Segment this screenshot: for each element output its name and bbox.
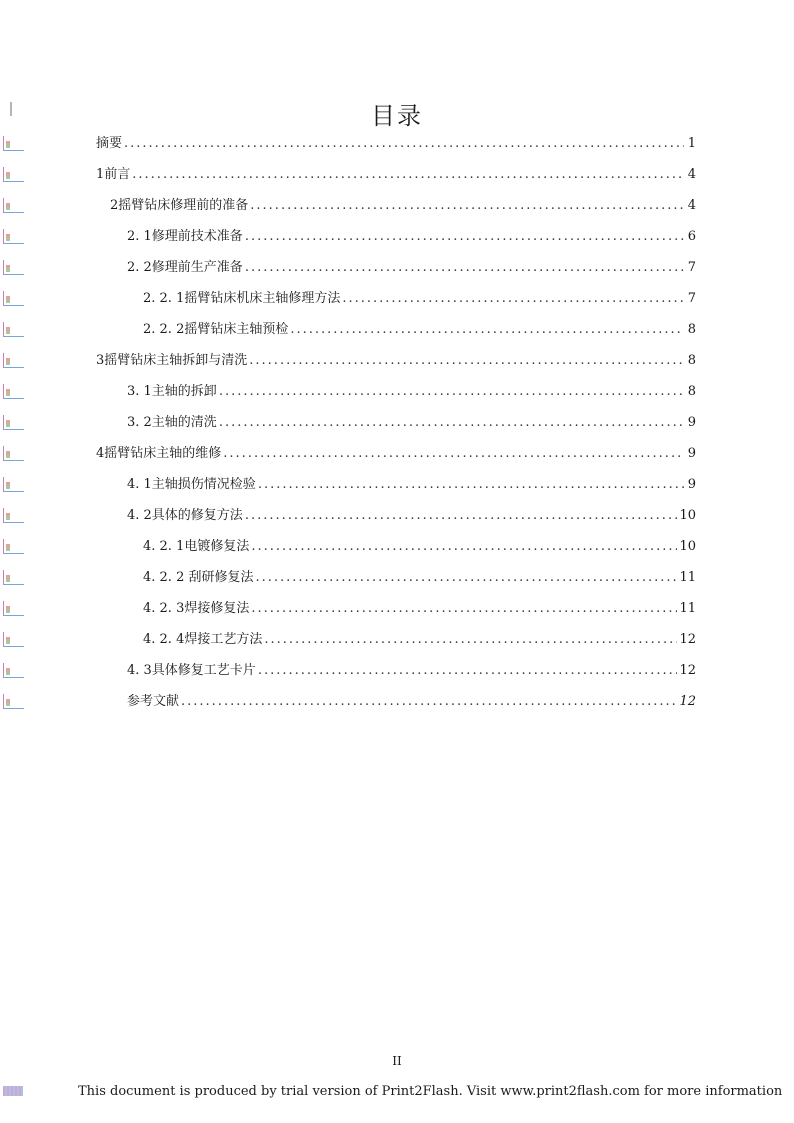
toc-entry-page: 7 — [687, 260, 696, 275]
toc-leader-dots — [258, 477, 684, 493]
toc-entry[interactable] — [127, 256, 696, 276]
toc-entry-label: 4. 2. 4焊接工艺方法 — [143, 632, 263, 647]
toc-entry[interactable] — [127, 659, 696, 679]
bookmark-icon — [3, 663, 24, 678]
toc-entry[interactable] — [127, 690, 696, 710]
toc-leader-dots — [124, 136, 684, 152]
toc-entry-page: 8 — [687, 353, 696, 368]
toc-entry-page: 12 — [679, 694, 696, 709]
bookmark-icon — [3, 353, 24, 368]
toc-leader-dots — [264, 632, 677, 648]
toc-leader-dots — [290, 322, 684, 338]
toc-entry-page: 4 — [687, 167, 696, 182]
bookmark-icon — [3, 694, 24, 709]
toc-entry-label: 2. 2. 1摇臂钻床机床主轴修理方法 — [143, 291, 341, 306]
page-number: II — [392, 1054, 402, 1068]
bookmark-icon — [3, 260, 24, 275]
toc-entry[interactable] — [127, 380, 696, 400]
bookmark-icon — [3, 322, 24, 337]
toc-entry-label: 4. 2. 1电镀修复法 — [143, 539, 250, 554]
trial-footer-text: This document is produced by trial version of Print2Flash. Visit www.print2flash.com for more information — [78, 1084, 783, 1099]
toc-entry-label: 4. 1主轴损伤情况检验 — [127, 477, 256, 492]
toc-entry-page: 8 — [687, 384, 696, 399]
toc-entry-label: 2. 2修理前生产准备 — [127, 260, 243, 275]
toc-leader-dots — [219, 384, 684, 400]
toc-entry[interactable] — [143, 628, 696, 648]
toc-entry-page: 9 — [687, 477, 696, 492]
toc-entry-page: 6 — [687, 229, 696, 244]
toc-leader-dots — [258, 663, 678, 679]
bookmark-icon — [3, 136, 24, 151]
print2flash-logo-icon — [3, 1086, 23, 1096]
toc-entry-page: 9 — [687, 415, 696, 430]
toc-entry-page: 12 — [679, 632, 696, 647]
toc-entry[interactable] — [143, 566, 696, 586]
toc-entry[interactable] — [127, 411, 696, 431]
bookmark-icon — [3, 539, 24, 554]
toc-entry[interactable] — [143, 535, 696, 555]
bookmark-icon — [3, 632, 24, 647]
toc-entry-page: 10 — [679, 508, 696, 523]
toc-entry-page: 8 — [687, 322, 696, 337]
toc-entry-label: 4摇臂钻床主轴的维修 — [96, 446, 222, 461]
toc-entry-label: 4. 2. 3焊接修复法 — [143, 601, 250, 616]
toc-entry[interactable] — [96, 132, 696, 152]
toc-leader-dots — [342, 291, 684, 307]
toc-entry[interactable] — [127, 225, 696, 245]
toc-entry-page: 11 — [679, 601, 696, 616]
toc-leader-dots — [245, 508, 678, 524]
toc-entry[interactable] — [96, 163, 696, 183]
bookmark-icon — [3, 570, 24, 585]
bookmark-icon — [3, 601, 24, 616]
bookmark-icon — [3, 198, 24, 213]
toc-leader-dots — [250, 198, 684, 214]
toc-entry[interactable] — [110, 194, 696, 214]
toc-leader-dots — [223, 446, 684, 462]
toc-entry-label: 3. 2主轴的清洗 — [127, 415, 217, 430]
toc-entry-page: 11 — [679, 570, 696, 585]
toc-entry-label: 3摇臂钻床主轴拆卸与清洗 — [96, 353, 248, 368]
toc-entry-label: 2. 2. 2摇臂钻床主轴预检 — [143, 322, 289, 337]
toc-entry[interactable] — [143, 287, 696, 307]
toc-leader-dots — [181, 694, 677, 710]
toc-entry-page: 9 — [687, 446, 696, 461]
toc-entry[interactable] — [143, 318, 696, 338]
toc-entry-label: 3. 1主轴的拆卸 — [127, 384, 217, 399]
toc-leader-dots — [245, 229, 684, 245]
toc-leader-dots — [249, 353, 684, 369]
toc-entry[interactable] — [127, 473, 696, 493]
bookmark-icon — [3, 384, 24, 399]
toc-entry-label: 摘要 — [96, 136, 123, 151]
page-title: 目录 — [371, 102, 423, 130]
bookmark-icon — [3, 415, 24, 430]
toc-leader-dots — [219, 415, 684, 431]
toc-entry[interactable] — [127, 504, 696, 524]
bookmark-icon — [3, 229, 24, 244]
toc-entry-page: 10 — [679, 539, 696, 554]
toc-leader-dots — [251, 539, 677, 555]
toc-leader-dots — [255, 570, 677, 586]
toc-entry[interactable] — [143, 597, 696, 617]
toc-entry-label: 4. 2具体的修复方法 — [127, 508, 243, 523]
toc-entry-page: 4 — [687, 198, 696, 213]
bookmark-icon — [3, 477, 24, 492]
toc-entry-label: 2摇臂钻床修理前的准备 — [110, 198, 249, 213]
toc-entry-page: 1 — [687, 136, 696, 151]
bookmark-icon — [3, 508, 24, 523]
bookmark-icon — [3, 291, 24, 306]
bookmark-icon — [3, 167, 24, 182]
toc-entry-page: 7 — [687, 291, 696, 306]
toc-entry-label: 4. 3具体修复工艺卡片 — [127, 663, 256, 678]
toc-entry-page: 12 — [679, 663, 696, 678]
toc-entry-label: 1前言 — [96, 167, 131, 182]
toc-leader-dots — [251, 601, 677, 617]
toc-entry[interactable] — [96, 442, 696, 462]
toc-entry-label: 参考文献 — [127, 694, 180, 709]
toc-entry-label: 4. 2. 2 刮研修复法 — [143, 570, 254, 585]
toc-entry[interactable] — [96, 349, 696, 369]
toc-leader-dots — [132, 167, 684, 183]
toc-entry-label: 2. 1修理前技术准备 — [127, 229, 243, 244]
bookmark-icon — [3, 446, 24, 461]
toc-leader-dots — [245, 260, 684, 276]
